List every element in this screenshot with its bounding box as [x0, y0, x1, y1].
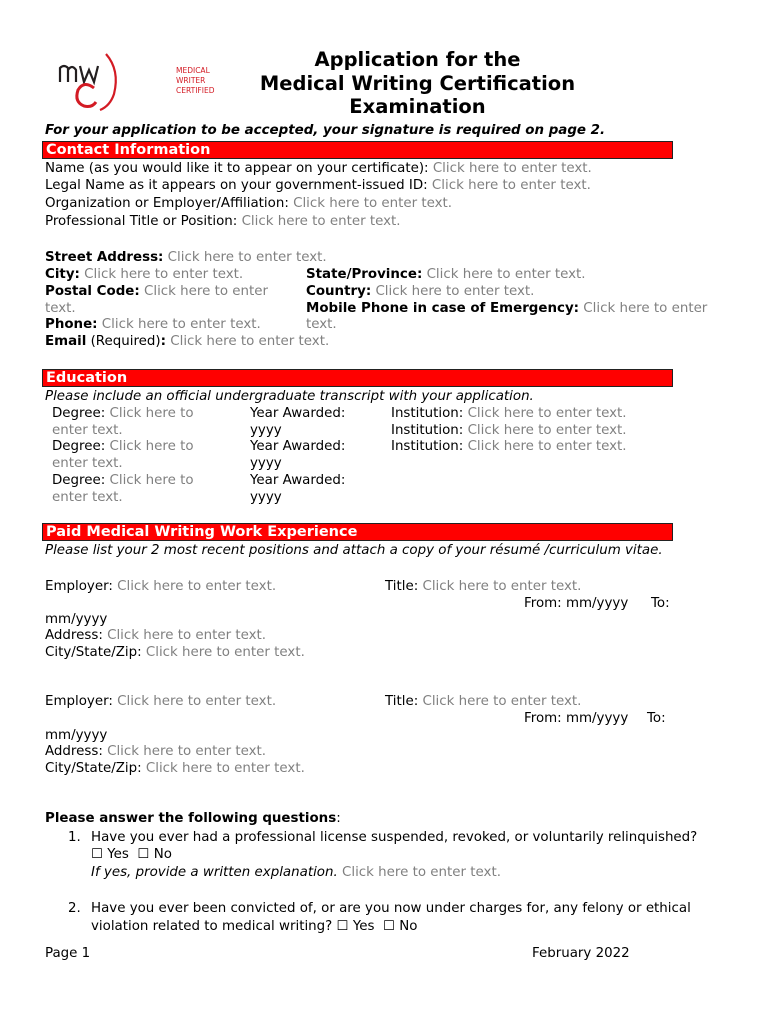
q1-yes-label: Yes [107, 847, 129, 862]
q1-explain-row [91, 864, 501, 881]
city-state-zip-label: City/State/Zip: [45, 761, 142, 776]
job-title-row-2 [385, 693, 581, 710]
legal-name-field[interactable]: Click here to enter text. [431, 178, 591, 193]
q1-yes-checkbox[interactable]: ☐ [91, 847, 104, 862]
q1-no-label: No [153, 847, 172, 862]
from-field-1[interactable]: mm/yyyy [565, 596, 629, 611]
address-label: Address: [45, 628, 103, 643]
postal-field-cont[interactable]: text. [45, 301, 76, 316]
title-line-3: Examination [349, 95, 486, 118]
email-required: (Required) [86, 334, 161, 349]
degree-field-1[interactable]: Click here to [109, 406, 194, 421]
legal-name-label: Legal Name as it appears on your government-issued ID: [45, 178, 428, 193]
employer-label: Employer: [45, 694, 113, 709]
questions-heading [45, 810, 341, 827]
institution-row-1 [391, 405, 627, 422]
city-row [45, 266, 243, 283]
year-field-3[interactable]: yyyy [250, 490, 282, 505]
to-label-2: To: [647, 711, 666, 726]
employer-label: Employer: [45, 579, 113, 594]
from-row-1 [524, 595, 628, 612]
postal-row [45, 283, 268, 300]
legal-name-row [45, 177, 591, 194]
job-title-label: Title: [385, 579, 419, 594]
degree-field-3-cont[interactable]: enter text. [52, 490, 123, 505]
logo-text-medical: MEDICAL [176, 66, 210, 75]
institution-field-3[interactable]: Click here to enter text. [467, 439, 627, 454]
title-line-1: Application for the [314, 48, 521, 71]
job-title-field-1[interactable]: Click here to enter text. [422, 579, 582, 594]
organization-field[interactable]: Click here to enter text. [293, 196, 453, 211]
address-row-1 [45, 627, 266, 644]
postal-label: Postal Code: [45, 284, 140, 299]
address-field-2[interactable]: Click here to enter text. [107, 744, 267, 759]
name-row [45, 160, 592, 177]
address-label: Address: [45, 744, 103, 759]
institution-label: Institution: [391, 423, 464, 438]
title-line-2: Medical Writing Certification [259, 71, 576, 95]
degree-field-2-cont[interactable]: enter text. [52, 456, 123, 471]
education-section-header: Education [42, 369, 673, 387]
q2-yes-label: Yes [352, 919, 375, 934]
q1-text: Have you ever had a professional license suspended, revoked, or voluntarily relinquished? [91, 830, 698, 845]
mobile-field[interactable]: Click here to enter [583, 301, 708, 316]
employer-field-1[interactable]: Click here to enter text. [117, 579, 277, 594]
signature-notice: For your application to be accepted, your signature is required on page 2. [45, 123, 606, 138]
state-label: State/Province: [306, 267, 423, 282]
q1-explain-field[interactable]: Click here to enter text. [342, 865, 501, 880]
to-label-1: To: [651, 596, 670, 611]
institution-label: Institution: [391, 439, 464, 454]
professional-title-row [45, 213, 401, 230]
country-label: Country: [306, 284, 372, 299]
from-field-2[interactable]: mm/yyyy [565, 711, 629, 726]
employer-row-1 [45, 578, 276, 595]
email-field[interactable]: Click here to enter text. [170, 334, 330, 349]
mwc-logo-mark [54, 50, 124, 112]
mobile-label: Mobile Phone in case of Emergency: [306, 301, 580, 316]
name-field[interactable]: Click here to enter text. [432, 161, 592, 176]
city-state-zip-field-1[interactable]: Click here to enter text. [145, 645, 305, 660]
degree-label: Degree: [52, 406, 106, 421]
street-label: Street Address: [45, 250, 164, 265]
institution-label: Institution: [391, 406, 464, 421]
q1-no-checkbox[interactable]: ☐ [137, 847, 150, 862]
job-title-field-2[interactable]: Click here to enter text. [422, 694, 582, 709]
year-label-1: Year Awarded: [250, 406, 346, 421]
country-field[interactable]: Click here to enter text. [375, 284, 535, 299]
job-title-label: Title: [385, 694, 419, 709]
questions-heading-colon: : [336, 811, 341, 826]
q2-line-2 [91, 918, 417, 935]
name-label: Name (as you would like it to appear on your certificate): [45, 161, 429, 176]
institution-field-1[interactable]: Click here to enter text. [467, 406, 627, 421]
organization-row [45, 195, 452, 212]
q1-number: 1. [68, 830, 81, 845]
experience-note: Please list your 2 most recent positions and attach a copy of your résumé /curriculum vitae. [45, 543, 663, 558]
state-field[interactable]: Click here to enter text. [426, 267, 586, 282]
city-state-zip-row-1 [45, 644, 305, 661]
q1-answers [91, 846, 172, 863]
mobile-row [306, 300, 707, 317]
phone-field[interactable]: Click here to enter text. [101, 317, 261, 332]
city-state-zip-row-2 [45, 760, 305, 777]
year-label-3: Year Awarded: [250, 473, 346, 488]
degree-label: Degree: [52, 439, 106, 454]
address-field-1[interactable]: Click here to enter text. [107, 628, 267, 643]
q2-yes-checkbox[interactable]: ☐ [336, 919, 349, 934]
page-title [230, 48, 605, 119]
professional-title-field[interactable]: Click here to enter text. [241, 214, 401, 229]
year-field-2[interactable]: yyyy [250, 456, 282, 471]
footer-date: February 2022 [532, 946, 630, 961]
footer-page-number: Page 1 [45, 946, 91, 961]
year-label-2: Year Awarded: [250, 439, 346, 454]
email-row [45, 333, 329, 350]
state-row [306, 266, 586, 283]
postal-field[interactable]: Click here to enter [144, 284, 269, 299]
degree-row-3 [52, 472, 194, 489]
degree-field-3[interactable]: Click here to [109, 473, 194, 488]
education-note: Please include an official undergraduate transcript with your application. [45, 389, 534, 404]
organization-label: Organization or Employer/Affiliation: [45, 196, 289, 211]
country-row [306, 283, 534, 300]
city-field[interactable]: Click here to enter text. [84, 267, 244, 282]
degree-label: Degree: [52, 473, 106, 488]
year-field-1[interactable]: yyyy [250, 423, 282, 438]
city-state-zip-field-2[interactable]: Click here to enter text. [145, 761, 305, 776]
street-row [45, 249, 327, 266]
address-row-2 [45, 743, 266, 760]
to-field-2[interactable]: mm/yyyy [45, 728, 108, 743]
degree-row-1 [52, 405, 194, 422]
questions-heading-text: Please answer the following questions [45, 811, 337, 826]
email-colon: : [160, 334, 166, 349]
degree-row-2 [52, 438, 194, 455]
institution-row-2 [391, 422, 627, 439]
degree-field-1-cont[interactable]: enter text. [52, 423, 123, 438]
city-state-zip-label: City/State/Zip: [45, 645, 142, 660]
q2-no-label: No [399, 919, 418, 934]
degree-field-2[interactable]: Click here to [109, 439, 194, 454]
mobile-field-cont[interactable]: text. [306, 317, 337, 332]
street-field[interactable]: Click here to enter text. [167, 250, 327, 265]
institution-row-3 [391, 438, 627, 455]
logo-text-writer: WRITER [176, 76, 206, 85]
institution-field-2[interactable]: Click here to enter text. [467, 423, 627, 438]
phone-row [45, 316, 261, 333]
employer-row-2 [45, 693, 276, 710]
to-field-1[interactable]: mm/yyyy [45, 612, 108, 627]
from-label: From: [524, 711, 562, 726]
phone-label: Phone: [45, 317, 98, 332]
q2-number: 2. [68, 901, 81, 916]
contact-section-header: Contact Information [42, 141, 673, 159]
mwc-logo [54, 50, 215, 112]
logo-text-certified: CERTIFIED [176, 86, 215, 95]
experience-section-header: Paid Medical Writing Work Experience [42, 523, 673, 541]
q1-explain-label: If yes, provide a written explanation. [91, 865, 338, 880]
job-title-row-1 [385, 578, 581, 595]
professional-title-label: Professional Title or Position: [45, 214, 238, 229]
from-label: From: [524, 596, 562, 611]
employer-field-2[interactable]: Click here to enter text. [117, 694, 277, 709]
q2-no-checkbox[interactable]: ☐ [382, 919, 395, 934]
email-label: Email [45, 334, 87, 349]
city-label: City: [45, 267, 80, 282]
q2-text-line-1: Have you ever been convicted of, or are you now under charges for, any felony or ethical [91, 901, 691, 916]
from-row-2 [524, 710, 628, 727]
q2-text-line-2: violation related to medical writing? [91, 919, 333, 934]
